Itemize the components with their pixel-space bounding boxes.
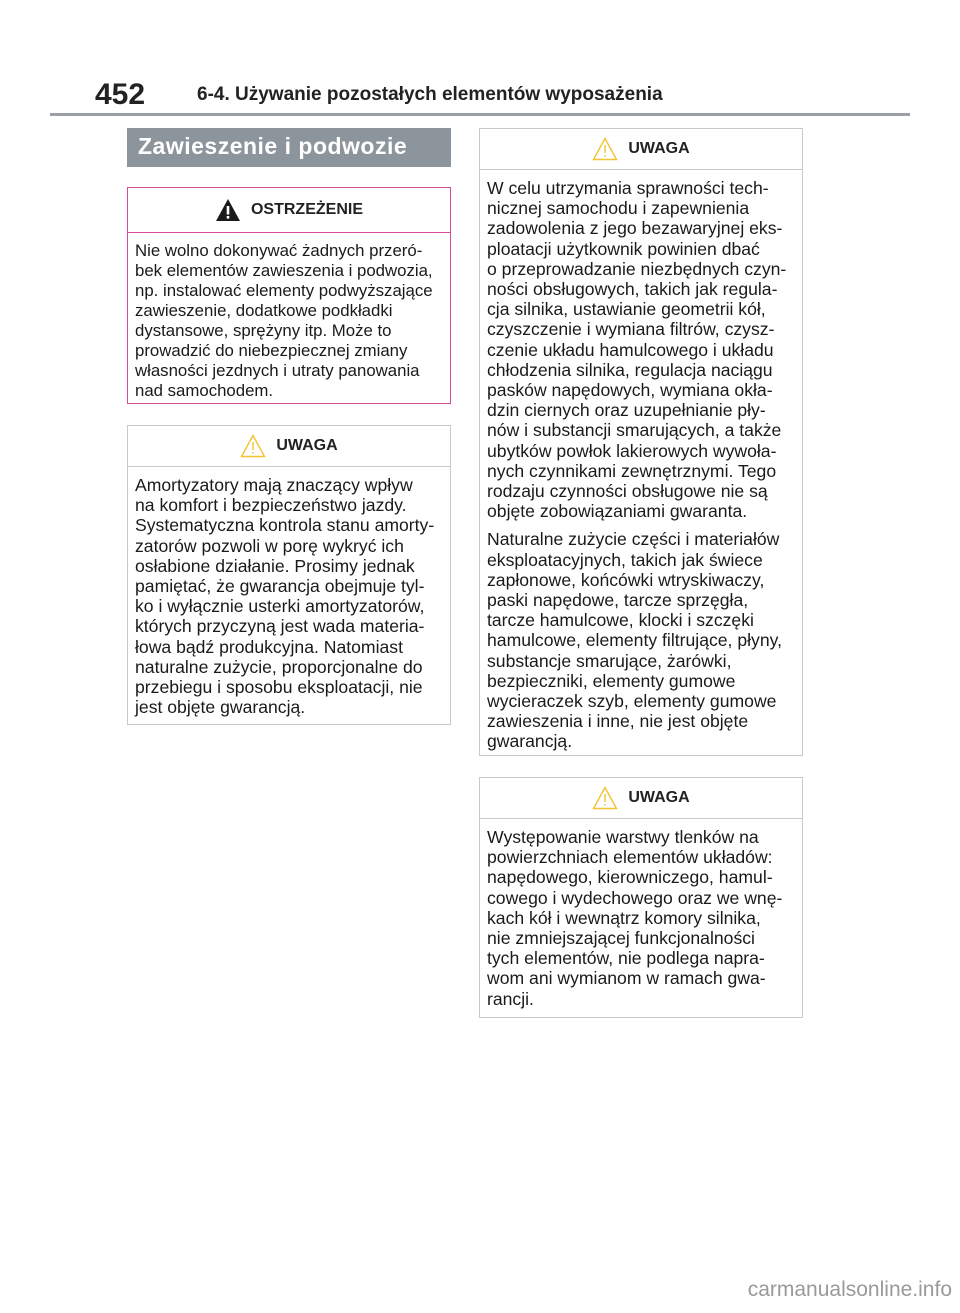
text-line: dzin ciernych oraz uzupełnianie pły- (487, 400, 766, 421)
section-heading: Zawieszenie i podwozie (127, 128, 451, 167)
text-line: W celu utrzymania sprawności tech- (487, 178, 769, 198)
notice-box-header (480, 129, 802, 170)
page-number: 452 (95, 78, 146, 111)
text-line: czyszczenie i wymiana filtrów, czysz- (487, 319, 775, 340)
text-line: jest objęte gwarancją. (135, 697, 306, 718)
text-line: nie zmniejszającej funkcjonalności (487, 928, 755, 949)
caution-triangle-icon (240, 434, 266, 458)
watermark: carmanualsonline.info (747, 1278, 952, 1301)
paragraph (487, 529, 796, 751)
text-line: cowego i wydechowego oraz we wnę- (487, 887, 783, 908)
text-line: pasków napędowych, wymiana okła- (487, 380, 773, 401)
notice-box-shock-absorbers (127, 425, 451, 725)
text-line: czenie układu hamulcowego i układu (487, 339, 774, 360)
text-line: powierzchniach elementów układów: (487, 847, 773, 868)
text-line: napędowego, kierowniczego, hamul- (487, 867, 773, 888)
text-line: hamulcowe, elementy filtrujące, płyny, (487, 630, 782, 651)
text-line: o przeprowadzanie niezbędnych czyn- (487, 258, 787, 279)
text-line: zapłonowe, końcówki wtryskiwaczy, (487, 569, 765, 590)
notice-label: UWAGA (276, 437, 338, 454)
text-line: tych elementów, nie podlega napra- (487, 948, 765, 969)
text-line: prowadzić do niebezpiecznej zmiany (135, 341, 408, 360)
warning-box (127, 187, 451, 404)
notice-text (480, 170, 802, 758)
notice-label: UWAGA (628, 140, 690, 157)
text-line: zatorów pozwoli w porę wykryć ich (135, 535, 404, 556)
notice-box-header (480, 778, 802, 819)
text-line: zawieszenia i inne, nie jest objęte (487, 711, 749, 732)
text-line: nicznej samochodu i zapewnienia (487, 198, 750, 219)
text-line: własności jezdnych i utraty panowania (135, 361, 420, 380)
notice-text (128, 467, 450, 723)
text-line: łowa bądź produkcyjna. Natomiast (135, 636, 403, 657)
text-line: eksploatacyjnych, takich jak świece (487, 549, 763, 570)
text-line: ko i wyłącznie usterki amortyzatorów, (135, 596, 425, 617)
notice-text (480, 819, 802, 1015)
warning-box-header (128, 188, 450, 233)
text-line: wom ani wymianom w ramach gwa- (487, 968, 766, 989)
text-line: zadowolenia z jego bezawaryjnej eks- (487, 218, 783, 239)
text-line: chłodzenia silnika, regulacja naciągu (487, 359, 773, 380)
text-line: kach kół i wewnątrz komory silnika, (487, 907, 761, 928)
text-line: ploatacji użytkownik powinien dbać (487, 238, 760, 259)
caution-triangle-icon (592, 137, 618, 161)
text-line: Występowanie warstwy tlenków na (487, 827, 759, 847)
notice-box-maintenance (479, 128, 803, 756)
text-line: ubytków powłok lakierowych wywoła- (487, 440, 777, 461)
text-line: paski napędowe, tarcze sprzęgła, (487, 590, 749, 611)
warning-text (128, 233, 450, 407)
warning-triangle-filled-icon (215, 198, 241, 222)
text-line: dystansowe, sprężyny itp. Może to (135, 321, 392, 340)
text-line: Amortyzatory mają znaczący wpływ (135, 475, 413, 495)
text-line: rancji. (487, 988, 534, 1009)
text-line: nych czynnikami zewnętrznymi. Tego (487, 460, 777, 481)
text-line: przebiegu i sposobu eksploatacji, nie (135, 677, 423, 698)
chapter-title: 6-4. Używanie pozostałych elementów wyposażenia (197, 84, 663, 105)
text-line: bek elementów zawieszenia i podwozia, (135, 261, 433, 280)
text-line: nów i substancji smarujących, a także (487, 420, 782, 441)
text-line: substancje smarujące, żarówki, (487, 650, 732, 671)
text-line: pamiętać, że gwarancja obejmuje tyl- (135, 576, 425, 597)
notice-box-oxidation (479, 777, 803, 1018)
text-line: Nie wolno dokonywać żadnych przeró- (135, 241, 423, 260)
text-line: tarcze hamulcowe, klocki i szczęki (487, 610, 754, 631)
header-divider (50, 113, 910, 116)
paragraph (487, 178, 796, 521)
text-line: nad samochodem. (135, 381, 274, 400)
text-line: na komfort i bezpieczeństwo jazdy. (135, 495, 407, 516)
text-line: bezpieczniki, elementy gumowe (487, 670, 736, 691)
text-line: Naturalne zużycie części i materiałów (487, 529, 780, 550)
text-line: osłabione działanie. Prosimy jednak (135, 555, 415, 576)
text-line: ności obsługowych, takich jak regula- (487, 279, 778, 300)
text-line: zawieszenie, dodatkowe podkładki (135, 301, 393, 320)
text-line: Systematyczna kontrola stanu amorty- (135, 515, 435, 536)
text-line: wycieraczek szyb, elementy gumowe (487, 691, 777, 712)
text-line: rodzaju czynności obsługowe nie są (487, 481, 768, 502)
text-line: których przyczyną jest wada materia- (135, 616, 425, 637)
text-line: objęte zobowiązaniami gwaranta. (487, 501, 748, 522)
notice-label: UWAGA (628, 789, 690, 806)
caution-triangle-icon (592, 786, 618, 810)
text-line: naturalne zużycie, proporcjonalne do (135, 656, 423, 677)
notice-box-header (128, 426, 450, 467)
text-line: gwarancją. (487, 731, 573, 752)
warning-label: OSTRZEŻENIE (250, 201, 363, 218)
text-line: cja silnika, ustawianie geometrii kół, (487, 299, 766, 320)
text-line: np. instalować elementy podwyższające (135, 281, 433, 300)
